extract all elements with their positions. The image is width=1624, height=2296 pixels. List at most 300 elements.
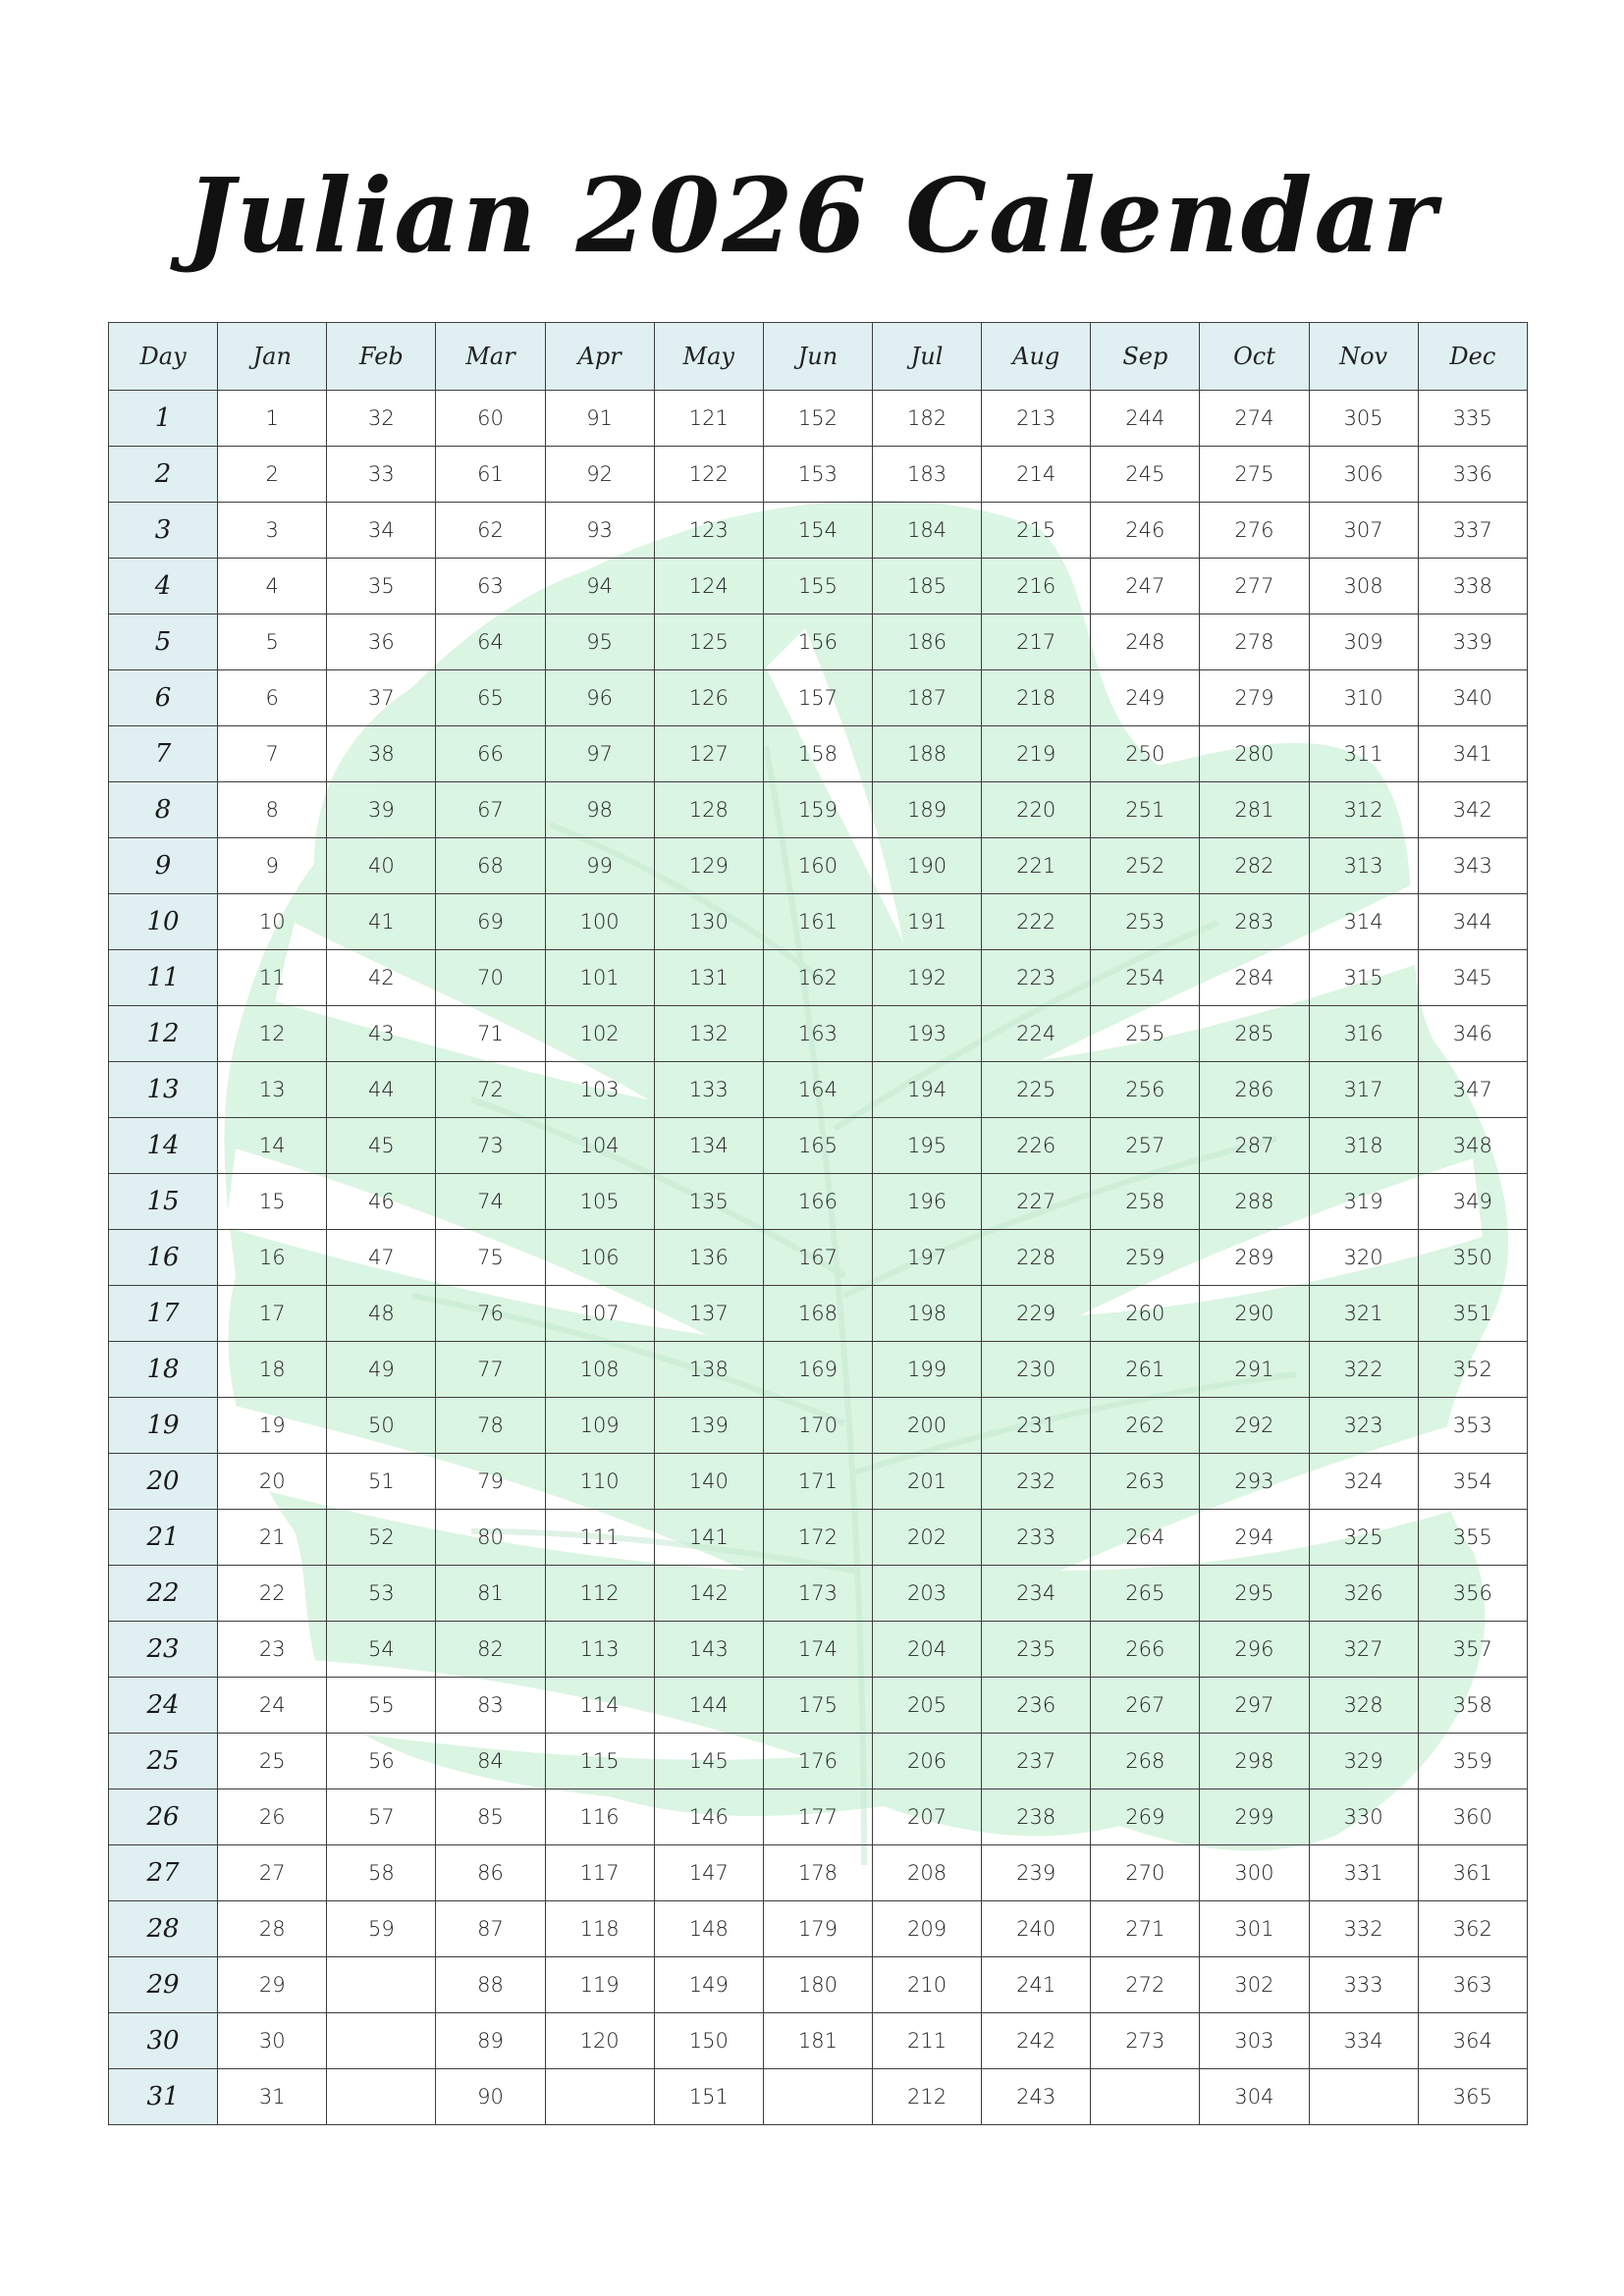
table-row [109,1398,1528,1454]
julian-day-cell: 244 [1091,391,1200,447]
julian-day-cell: 260 [1091,1286,1200,1342]
julian-day-cell: 17 [218,1286,327,1342]
julian-day-cell: 348 [1418,1118,1527,1174]
julian-day-cell: 177 [763,1789,872,1845]
julian-day-cell: 268 [1091,1734,1200,1789]
julian-day-cell: 228 [982,1230,1091,1286]
julian-day-cell: 317 [1309,1062,1418,1118]
julian-day-cell: 1 [218,391,327,447]
day-number-cell: 1 [109,391,218,447]
table-row [109,614,1528,670]
table-row [109,1566,1528,1622]
julian-day-cell: 290 [1200,1286,1309,1342]
julian-day-cell: 79 [436,1454,545,1510]
julian-day-cell: 172 [763,1510,872,1566]
julian-day-cell: 216 [982,559,1091,614]
table-row [109,503,1528,559]
julian-day-cell: 357 [1418,1622,1527,1678]
julian-day-cell: 328 [1309,1678,1418,1734]
julian-day-cell: 143 [654,1622,763,1678]
column-header-nov: Nov [1309,323,1418,391]
julian-day-cell: 207 [872,1789,981,1845]
day-number-cell: 19 [109,1398,218,1454]
julian-day-cell: 195 [872,1118,981,1174]
julian-day-cell: 220 [982,782,1091,838]
julian-day-cell: 289 [1200,1230,1309,1286]
julian-day-cell: 304 [1200,2069,1309,2125]
julian-day-cell: 251 [1091,782,1200,838]
day-number-cell: 2 [109,447,218,503]
julian-day-cell: 250 [1091,726,1200,782]
julian-day-cell: 343 [1418,838,1527,894]
julian-day-cell: 87 [436,1901,545,1957]
julian-day-cell: 349 [1418,1174,1527,1230]
julian-day-cell: 151 [654,2069,763,2125]
julian-day-cell: 88 [436,1957,545,2013]
julian-day-cell [763,2069,872,2125]
julian-day-cell: 9 [218,838,327,894]
julian-day-cell: 267 [1091,1678,1200,1734]
julian-day-cell: 253 [1091,894,1200,950]
julian-day-cell: 265 [1091,1566,1200,1622]
julian-day-cell: 249 [1091,670,1200,726]
table-row [109,1734,1528,1789]
julian-day-cell: 248 [1091,614,1200,670]
julian-day-cell: 294 [1200,1510,1309,1566]
julian-day-cell: 13 [218,1062,327,1118]
julian-day-cell: 127 [654,726,763,782]
julian-day-cell: 42 [327,950,436,1006]
julian-day-cell: 15 [218,1174,327,1230]
julian-day-cell: 350 [1418,1230,1527,1286]
julian-day-cell: 346 [1418,1006,1527,1062]
julian-day-cell: 185 [872,559,981,614]
julian-day-cell: 152 [763,391,872,447]
day-number-cell: 22 [109,1566,218,1622]
julian-day-cell: 65 [436,670,545,726]
julian-day-cell: 269 [1091,1789,1200,1845]
julian-day-cell: 171 [763,1454,872,1510]
julian-day-cell: 30 [218,2013,327,2069]
julian-day-cell: 210 [872,1957,981,2013]
julian-day-cell: 283 [1200,894,1309,950]
julian-day-cell: 20 [218,1454,327,1510]
julian-day-cell: 275 [1200,447,1309,503]
column-header-oct: Oct [1200,323,1309,391]
day-number-cell: 30 [109,2013,218,2069]
julian-day-cell: 92 [545,447,654,503]
julian-day-cell: 102 [545,1006,654,1062]
julian-day-cell: 352 [1418,1342,1527,1398]
julian-day-cell: 144 [654,1678,763,1734]
julian-day-cell: 126 [654,670,763,726]
julian-day-cell: 325 [1309,1510,1418,1566]
julian-day-cell: 67 [436,782,545,838]
julian-day-cell: 241 [982,1957,1091,2013]
julian-day-cell [327,1957,436,2013]
day-number-cell: 5 [109,614,218,670]
julian-day-cell: 229 [982,1286,1091,1342]
julian-day-cell: 320 [1309,1230,1418,1286]
day-number-cell: 10 [109,894,218,950]
julian-day-cell: 160 [763,838,872,894]
julian-day-cell: 313 [1309,838,1418,894]
julian-day-cell: 280 [1200,726,1309,782]
table-row [109,838,1528,894]
julian-day-cell: 147 [654,1845,763,1901]
julian-day-cell: 279 [1200,670,1309,726]
julian-day-cell: 282 [1200,838,1309,894]
table-row [109,559,1528,614]
julian-day-cell: 41 [327,894,436,950]
julian-day-cell: 78 [436,1398,545,1454]
julian-day-cell: 312 [1309,782,1418,838]
julian-day-cell: 310 [1309,670,1418,726]
julian-day-cell: 196 [872,1174,981,1230]
julian-day-cell: 215 [982,503,1091,559]
julian-day-cell: 170 [763,1398,872,1454]
julian-day-cell: 300 [1200,1845,1309,1901]
julian-day-cell: 118 [545,1901,654,1957]
day-number-cell: 20 [109,1454,218,1510]
julian-day-cell: 347 [1418,1062,1527,1118]
day-number-cell: 9 [109,838,218,894]
table-row [109,1454,1528,1510]
julian-day-cell: 261 [1091,1342,1200,1398]
julian-day-cell: 309 [1309,614,1418,670]
julian-day-cell: 190 [872,838,981,894]
julian-day-cell: 54 [327,1622,436,1678]
table-row [109,447,1528,503]
julian-day-cell: 7 [218,726,327,782]
table-row [109,1901,1528,1957]
julian-day-cell: 242 [982,2013,1091,2069]
julian-day-cell: 43 [327,1006,436,1062]
julian-day-cell: 45 [327,1118,436,1174]
julian-day-cell: 218 [982,670,1091,726]
julian-day-cell: 225 [982,1062,1091,1118]
julian-day-cell [327,2013,436,2069]
julian-day-cell: 277 [1200,559,1309,614]
julian-day-cell: 116 [545,1789,654,1845]
julian-day-cell: 94 [545,559,654,614]
table-row [109,1789,1528,1845]
julian-day-cell: 106 [545,1230,654,1286]
column-header-sep: Sep [1091,323,1200,391]
julian-day-cell: 234 [982,1566,1091,1622]
julian-day-cell: 161 [763,894,872,950]
julian-day-cell: 327 [1309,1622,1418,1678]
julian-day-cell: 188 [872,726,981,782]
julian-day-cell: 66 [436,726,545,782]
julian-day-cell: 70 [436,950,545,1006]
julian-day-cell: 223 [982,950,1091,1006]
julian-day-cell: 235 [982,1622,1091,1678]
julian-day-cell: 98 [545,782,654,838]
julian-day-cell: 246 [1091,503,1200,559]
julian-day-cell: 140 [654,1454,763,1510]
julian-day-cell: 264 [1091,1510,1200,1566]
julian-day-cell: 138 [654,1342,763,1398]
julian-day-cell: 221 [982,838,1091,894]
julian-day-cell: 82 [436,1622,545,1678]
table-row [109,670,1528,726]
julian-day-cell: 179 [763,1901,872,1957]
julian-day-cell: 8 [218,782,327,838]
julian-day-cell: 31 [218,2069,327,2125]
julian-day-cell: 97 [545,726,654,782]
julian-day-cell: 243 [982,2069,1091,2125]
julian-day-cell: 166 [763,1174,872,1230]
julian-day-cell: 73 [436,1118,545,1174]
julian-day-cell: 111 [545,1510,654,1566]
day-number-cell: 3 [109,503,218,559]
julian-day-cell: 156 [763,614,872,670]
julian-day-cell: 291 [1200,1342,1309,1398]
julian-day-cell: 27 [218,1845,327,1901]
julian-day-cell: 5 [218,614,327,670]
julian-day-cell: 157 [763,670,872,726]
julian-day-cell: 351 [1418,1286,1527,1342]
day-number-cell: 26 [109,1789,218,1845]
julian-day-cell: 284 [1200,950,1309,1006]
julian-day-cell: 194 [872,1062,981,1118]
julian-day-cell [1091,2069,1200,2125]
julian-day-cell: 339 [1418,614,1527,670]
julian-day-cell: 135 [654,1174,763,1230]
julian-day-cell: 52 [327,1510,436,1566]
julian-day-cell: 22 [218,1566,327,1622]
julian-day-cell: 302 [1200,1957,1309,2013]
julian-day-cell: 336 [1418,447,1527,503]
julian-day-cell: 238 [982,1789,1091,1845]
julian-day-cell: 25 [218,1734,327,1789]
column-header-day: Day [109,323,218,391]
julian-day-cell [327,2069,436,2125]
julian-day-cell: 315 [1309,950,1418,1006]
day-number-cell: 6 [109,670,218,726]
julian-day-cell: 142 [654,1566,763,1622]
julian-day-cell: 365 [1418,2069,1527,2125]
julian-day-cell: 47 [327,1230,436,1286]
julian-day-cell: 293 [1200,1454,1309,1510]
julian-day-cell: 68 [436,838,545,894]
julian-day-cell: 149 [654,1957,763,2013]
julian-day-cell: 182 [872,391,981,447]
julian-day-cell: 58 [327,1845,436,1901]
julian-day-cell: 169 [763,1342,872,1398]
julian-day-cell: 355 [1418,1510,1527,1566]
table-row [109,1678,1528,1734]
julian-day-cell: 239 [982,1845,1091,1901]
julian-day-cell: 276 [1200,503,1309,559]
day-number-cell: 28 [109,1901,218,1957]
julian-day-cell: 19 [218,1398,327,1454]
column-header-dec: Dec [1418,323,1527,391]
julian-day-cell: 178 [763,1845,872,1901]
julian-day-cell: 74 [436,1174,545,1230]
julian-day-cell: 353 [1418,1398,1527,1454]
julian-day-cell: 69 [436,894,545,950]
julian-day-cell: 197 [872,1230,981,1286]
julian-day-cell: 35 [327,559,436,614]
julian-day-cell: 34 [327,503,436,559]
julian-day-cell: 211 [872,2013,981,2069]
julian-day-cell: 61 [436,447,545,503]
julian-day-cell: 133 [654,1062,763,1118]
julian-day-cell: 226 [982,1118,1091,1174]
table-row [109,391,1528,447]
julian-day-cell: 206 [872,1734,981,1789]
day-number-cell: 11 [109,950,218,1006]
julian-day-cell: 83 [436,1678,545,1734]
julian-day-cell: 75 [436,1230,545,1286]
julian-day-cell: 245 [1091,447,1200,503]
julian-day-cell: 318 [1309,1118,1418,1174]
julian-day-cell: 49 [327,1342,436,1398]
day-number-cell: 27 [109,1845,218,1901]
table-row [109,1342,1528,1398]
julian-day-cell: 311 [1309,726,1418,782]
julian-day-cell: 119 [545,1957,654,2013]
julian-day-cell: 14 [218,1118,327,1174]
julian-day-cell: 252 [1091,838,1200,894]
julian-day-cell: 23 [218,1622,327,1678]
table-row [109,726,1528,782]
julian-day-cell: 10 [218,894,327,950]
julian-day-cell: 122 [654,447,763,503]
table-row [109,1510,1528,1566]
table-row [109,782,1528,838]
julian-day-cell: 292 [1200,1398,1309,1454]
julian-day-cell: 146 [654,1789,763,1845]
julian-day-cell: 100 [545,894,654,950]
day-number-cell: 23 [109,1622,218,1678]
julian-day-cell: 124 [654,559,763,614]
julian-day-cell: 21 [218,1510,327,1566]
julian-day-cell: 362 [1418,1901,1527,1957]
julian-day-cell: 57 [327,1789,436,1845]
table-row [109,1174,1528,1230]
julian-day-cell: 205 [872,1678,981,1734]
julian-day-cell: 132 [654,1006,763,1062]
julian-day-cell: 278 [1200,614,1309,670]
julian-day-cell: 55 [327,1678,436,1734]
julian-day-cell: 53 [327,1566,436,1622]
julian-day-cell: 121 [654,391,763,447]
julian-day-cell: 136 [654,1230,763,1286]
day-number-cell: 18 [109,1342,218,1398]
julian-day-cell: 134 [654,1118,763,1174]
julian-day-cell: 51 [327,1454,436,1510]
julian-day-cell: 154 [763,503,872,559]
julian-day-cell [1309,2069,1418,2125]
table-row [109,1957,1528,2013]
day-number-cell: 4 [109,559,218,614]
julian-day-cell: 62 [436,503,545,559]
julian-day-cell: 266 [1091,1622,1200,1678]
julian-day-cell: 50 [327,1398,436,1454]
julian-day-cell: 340 [1418,670,1527,726]
julian-day-cell: 81 [436,1566,545,1622]
julian-day-cell: 319 [1309,1174,1418,1230]
julian-day-cell: 354 [1418,1454,1527,1510]
julian-day-cell: 105 [545,1174,654,1230]
julian-day-cell: 271 [1091,1901,1200,1957]
julian-day-cell: 202 [872,1510,981,1566]
julian-day-cell: 115 [545,1734,654,1789]
day-number-cell: 29 [109,1957,218,2013]
julian-day-cell: 201 [872,1454,981,1510]
julian-day-cell: 274 [1200,391,1309,447]
day-number-cell: 16 [109,1230,218,1286]
julian-day-cell: 28 [218,1901,327,1957]
day-number-cell: 21 [109,1510,218,1566]
julian-day-cell: 176 [763,1734,872,1789]
julian-day-cell: 303 [1200,2013,1309,2069]
julian-day-cell: 165 [763,1118,872,1174]
julian-day-cell: 107 [545,1286,654,1342]
julian-day-cell: 287 [1200,1118,1309,1174]
julian-day-cell: 137 [654,1286,763,1342]
day-number-cell: 14 [109,1118,218,1174]
julian-day-cell: 213 [982,391,1091,447]
julian-day-cell: 76 [436,1286,545,1342]
julian-day-cell [545,2069,654,2125]
julian-day-cell: 4 [218,559,327,614]
column-header-jun: Jun [763,323,872,391]
julian-day-cell: 281 [1200,782,1309,838]
julian-day-cell: 44 [327,1062,436,1118]
julian-day-cell: 227 [982,1174,1091,1230]
julian-day-cell: 240 [982,1901,1091,1957]
table-row [109,2069,1528,2125]
julian-day-cell: 259 [1091,1230,1200,1286]
table-row [109,1006,1528,1062]
julian-day-cell: 175 [763,1678,872,1734]
julian-day-cell: 112 [545,1566,654,1622]
julian-day-cell: 40 [327,838,436,894]
julian-day-cell: 322 [1309,1342,1418,1398]
column-header-mar: Mar [436,323,545,391]
julian-day-cell: 96 [545,670,654,726]
julian-day-cell: 231 [982,1398,1091,1454]
julian-day-cell: 16 [218,1230,327,1286]
julian-day-cell: 219 [982,726,1091,782]
julian-day-cell: 230 [982,1342,1091,1398]
julian-day-cell: 364 [1418,2013,1527,2069]
julian-day-cell: 209 [872,1901,981,1957]
julian-day-cell: 129 [654,838,763,894]
julian-day-cell: 11 [218,950,327,1006]
julian-day-cell: 39 [327,782,436,838]
julian-day-cell: 305 [1309,391,1418,447]
julian-day-cell: 363 [1418,1957,1527,2013]
julian-day-cell: 48 [327,1286,436,1342]
calendar-body [109,391,1528,2125]
julian-day-cell: 24 [218,1678,327,1734]
julian-day-cell: 187 [872,670,981,726]
julian-day-cell: 335 [1418,391,1527,447]
julian-day-cell: 285 [1200,1006,1309,1062]
julian-day-cell: 323 [1309,1398,1418,1454]
julian-day-cell: 288 [1200,1174,1309,1230]
julian-day-cell: 342 [1418,782,1527,838]
julian-day-cell: 356 [1418,1566,1527,1622]
julian-day-cell: 36 [327,614,436,670]
julian-day-cell: 295 [1200,1566,1309,1622]
julian-day-cell: 217 [982,614,1091,670]
